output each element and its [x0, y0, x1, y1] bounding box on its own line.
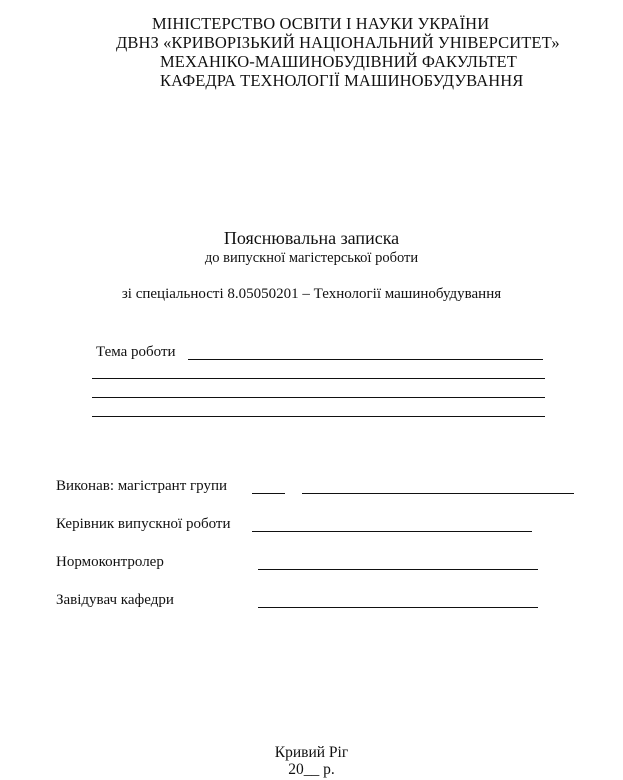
- department-head-signature-line: [258, 607, 538, 608]
- performer-label: Виконав: магістрант групи: [56, 478, 228, 494]
- norm-controller-label: Нормоконтролер: [56, 554, 164, 570]
- topic-line-3: [92, 397, 545, 398]
- ministry-heading: МІНІСТЕРСТВО ОСВІТИ І НАУКИ УКРАЇНИ: [152, 14, 490, 33]
- document-subtitle: до випускної магістерської роботи: [204, 250, 419, 266]
- city-name: Кривий Ріг: [274, 744, 349, 761]
- university-heading: ДВНЗ «КРИВОРІЗЬКИЙ НАЦІОНАЛЬНИЙ УНІВЕРСИТЕТ»: [116, 33, 560, 52]
- group-number-line: [252, 493, 285, 494]
- specialty-line: зі спеціальності 8.05050201 – Технології машинобудування: [121, 286, 502, 302]
- supervisor-signature-line: [252, 531, 532, 532]
- norm-controller-signature-line: [258, 569, 538, 570]
- department-heading: КАФЕДРА ТЕХНОЛОГІЇ МАШИНОБУДУВАННЯ: [160, 71, 524, 90]
- topic-line-2: [92, 378, 545, 379]
- topic-line-4: [92, 416, 545, 417]
- performer-signature-line: [302, 493, 574, 494]
- topic-line-1: [188, 359, 543, 360]
- department-head-label: Завідувач кафедри: [56, 592, 174, 608]
- document-title: Пояснювальна записка: [223, 228, 400, 248]
- faculty-heading: МЕХАНІКО-МАШИНОБУДІВНИЙ ФАКУЛЬТЕТ: [160, 52, 517, 71]
- topic-label: Тема роботи: [96, 344, 176, 360]
- year-line: 20__ р.: [288, 761, 335, 778]
- supervisor-label: Керівник випускної роботи: [56, 516, 231, 532]
